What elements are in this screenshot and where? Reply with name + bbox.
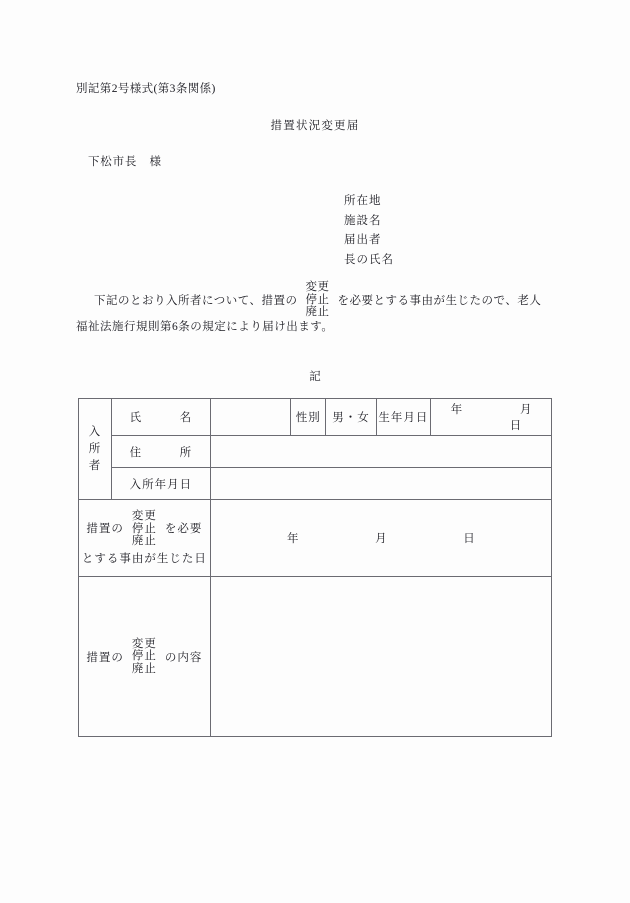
content-prefix: 措置の [86,651,124,664]
choice-suspend: 停止 [131,650,157,663]
person-vertical-label [79,399,112,500]
reason-suffix: を必要 [164,522,203,535]
filer-field-head-name: 長の氏名 [344,253,394,266]
body-paragraph [76,283,576,334]
filer-field-location: 所在地 [344,195,382,207]
table-row-entry-date [79,468,552,500]
measure-content-label [79,577,211,737]
reason-date-label-line-1 [79,510,210,548]
reason-year-unit: 年 [287,533,299,545]
choice-abolish: 廃止 [131,662,157,675]
reason-date-value-field[interactable] [210,500,551,577]
choice-abolish: 廃止 [305,306,330,319]
sex-label: 性別 [291,399,326,436]
dob-label: 生年月日 [376,399,431,436]
body-paragraph-line-1 [76,283,576,317]
person-label-char-1: 入 [88,425,102,438]
name-label: 氏 名 [111,399,210,436]
reason-ymd-group [287,533,475,545]
filer-field-facility-name: 施設名 [344,214,382,227]
dob-value-field[interactable] [431,399,552,436]
choice-suspend: 停止 [305,293,330,306]
table-row-name [79,399,552,436]
reason-date-label [79,500,211,577]
entry-date-value-field[interactable] [210,468,551,500]
person-label-char-2: 所 [88,442,102,455]
body-segment-1: 下記のとおり入所者について、措置の [94,295,298,307]
measure-content-label-inner [79,638,210,676]
person-label-char-3: 者 [88,459,102,472]
body-paragraph-line-2: 福祉法施行規則第6条の規定により届け出ます。 [76,321,334,333]
entry-date-label: 入所年月日 [111,468,210,500]
filer-information-block [344,192,394,270]
choice-suspend: 停止 [131,522,157,535]
measure-content-value-field[interactable] [210,577,551,737]
reason-date-label-line-2: とする事由が生じた日 [81,552,207,565]
table-row-address [79,436,552,468]
ki-marker: 記 [309,371,321,383]
address-label: 住 所 [111,436,210,468]
filer-field-notifier: 届出者 [344,234,382,246]
name-value-field[interactable] [210,399,290,436]
measure-choice-stack-content [132,638,157,676]
content-suffix: の内容 [164,651,203,664]
choice-change: 変更 [131,510,157,523]
sex-value-field[interactable]: 男・女 [326,399,376,436]
document-title: 措置状況変更届 [270,120,360,132]
dob-ymd-group [451,404,532,432]
choice-abolish: 廃止 [131,535,157,548]
dob-month-unit: 月 [519,404,532,416]
reason-prefix: 措置の [86,522,124,535]
dob-day-unit: 日 [509,420,522,432]
measure-status-table [78,398,552,737]
table-row-reason-date [79,500,552,577]
body-segment-2: を必要とする事由が生じたので、老人 [337,295,542,307]
measure-choice-stack-reason [132,510,157,548]
choice-change: 変更 [131,637,157,650]
addressee-line: 下松市長 様 [88,156,162,168]
form-code: 別記第2号様式(第3条関係) [76,83,216,95]
address-value-field[interactable] [210,436,551,468]
measure-choice-stack-body [306,281,330,319]
dob-year-unit: 年 [450,404,463,416]
reason-month-unit: 月 [375,533,387,545]
table-row-measure-content [79,577,552,737]
choice-change: 変更 [305,281,330,294]
reason-day-unit: 日 [463,533,475,545]
